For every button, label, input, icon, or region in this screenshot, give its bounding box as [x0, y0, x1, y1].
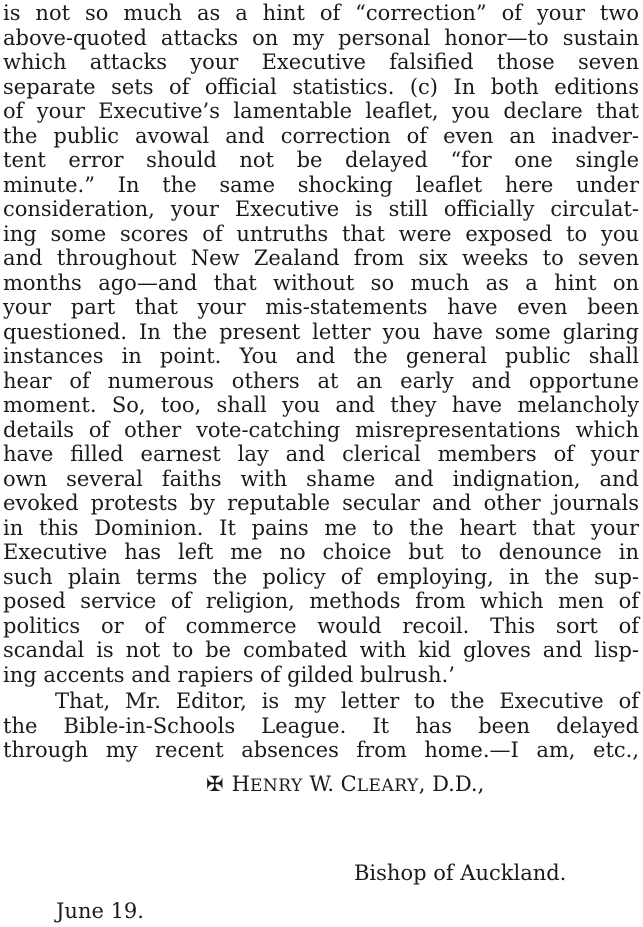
text-line: have filled earnest lay and clerical members of your — [3, 442, 639, 466]
cross-icon: ✠ — [206, 772, 224, 796]
letter-paragraph-2 — [3, 689, 639, 763]
text-line: your part that your mis-statements have even been — [3, 295, 639, 319]
text-line: months ago—and that without so much as a hint on — [3, 270, 639, 295]
text-line: That, Mr. Editor, is my letter to the Executive of — [55, 689, 639, 713]
signature-middle: W. C — [302, 772, 357, 796]
text-line: scandal is not to be combated with kid gloves and lisp- — [3, 638, 639, 662]
text-line: posed service of religion, methods from which men of — [3, 589, 639, 613]
text-line: details of other vote-catching misrepresentations which — [3, 417, 639, 442]
signature-name — [206, 772, 484, 799]
text-line: in this Dominion. It pains me to the heart that your — [3, 515, 639, 540]
text-line: ing accents and rapiers of gilded bulrush.’ — [3, 662, 455, 687]
signature-title: Bishop of Auckland. — [354, 861, 567, 885]
text-line: which attacks your Executive falsified those seven — [3, 50, 639, 74]
text-line: instances in point. You and the general public shall — [3, 344, 639, 368]
signature-initial: H — [231, 772, 250, 796]
text-line: tent error should not be delayed “for one single — [3, 148, 639, 172]
text-line: separate sets of official statistics. (c) In both editions — [3, 74, 639, 99]
text-line: hear of numerous others at an early and opportune — [3, 368, 639, 393]
signature-degree: , D.D., — [418, 772, 485, 796]
text-line: ing some scores of untruths that were exposed to you — [3, 221, 639, 246]
text-line: of your Executive’s lamentable leaflet, you declare that — [3, 99, 639, 123]
text-line: moment. So, too, shall you and they have melancholy — [3, 393, 639, 417]
text-line: questioned. In the present letter you have some glaring — [3, 319, 639, 344]
signature-smallcaps: LEARY — [356, 776, 419, 796]
text-line: is not so much as a hint of “correction” of your two — [3, 1, 639, 25]
text-line: own several faiths with shame and indignation, and — [3, 466, 639, 491]
text-line: above-quoted attacks on my personal honor—to sustain — [3, 25, 639, 50]
text-line: consideration, your Executive is still officially circulat- — [3, 197, 639, 221]
text-line: minute.” In the same shocking leaflet here under — [3, 172, 639, 197]
letter-paragraph-1 — [3, 1, 639, 687]
text-line: the Bible-in-Schools League. It has been delayed — [3, 713, 639, 738]
text-line: politics or of commerce would recoil. This sort of — [3, 613, 639, 638]
text-line: and throughout New Zealand from six weeks to seven — [3, 246, 639, 270]
dateline: June 19. — [56, 899, 144, 923]
text-line: Executive has left me no choice but to denounce in — [3, 540, 639, 564]
text-line: through my recent absences from home.—I am, etc., — [3, 738, 639, 762]
text-line: evoked protests by reputable secular and other journals — [3, 491, 639, 515]
text-line: the public avowal and correction of even an inadver- — [3, 123, 639, 148]
signature-smallcaps: ENRY — [249, 776, 303, 796]
text-line: such plain terms the policy of employing, in the sup- — [3, 564, 639, 589]
